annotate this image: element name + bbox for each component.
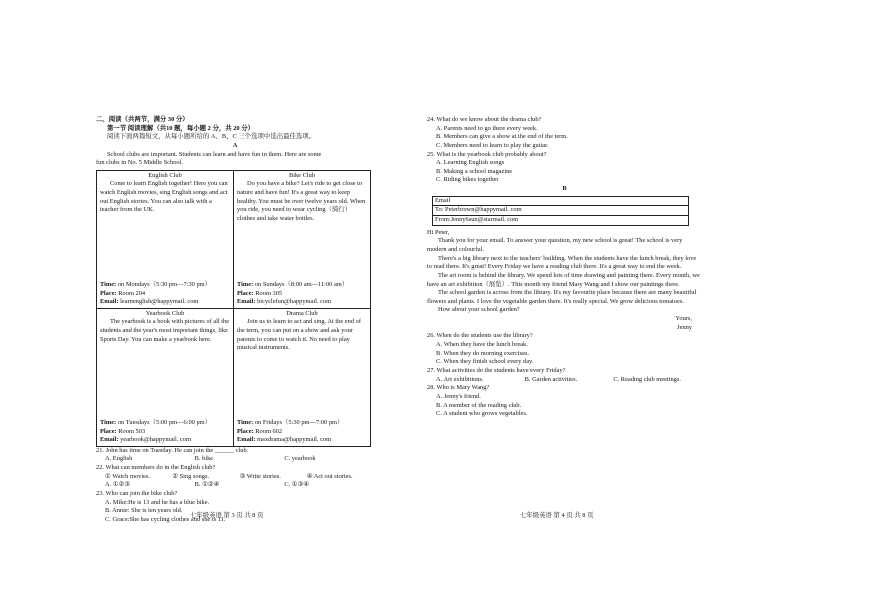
club-description: Come to learn English together! Here you can watch English movies, sing English songs and act out English stories. You can also talk with a teacher from the UK. <box>100 180 228 214</box>
email-header-box <box>432 196 689 226</box>
letter-signature: Jenny <box>677 323 692 331</box>
page-footer-left: 七年级英语 第 3 页 共 8 页 <box>190 512 264 519</box>
question-25 <box>427 151 702 186</box>
club-email: learnenglish@happymail. com <box>120 298 199 306</box>
club-name: English Club <box>148 171 182 179</box>
letter-paragraph: The school garden is across from the library. It's my favourite place because there are many beautiful flowers and plants. I love the vegetable garden there. It's really special. We grow delicious tomatoes. <box>427 289 697 305</box>
club-description: The yearbook is a book with pictures of all the students and the year's most important things, like Sports Day. You can make a yearbook here. <box>100 318 230 343</box>
time-label: Time: <box>100 418 117 426</box>
option-c: C. ①③④ <box>284 481 309 489</box>
option-c: C. Members need to learn to play the guitar. <box>436 141 549 149</box>
option-a: A. Learning English songs <box>436 159 505 167</box>
page-footer-right: 七年级英语 第 4 页 共 8 页 <box>520 512 594 519</box>
option-b: B. Annie: She is ten years old. <box>105 507 183 515</box>
question-stem: 26. When do the students use the library? <box>427 332 533 340</box>
club-time: on Mondays（5:30 pm—7:30 pm） <box>117 280 212 288</box>
option-c: C. A student who grows vegetables. <box>436 410 528 418</box>
right-page <box>427 116 702 419</box>
option-b: B. bike <box>194 455 214 463</box>
option-c: C. Grace:She has cycling clothes and she is 11. <box>105 515 226 523</box>
option-a: A. Art exhibitions. <box>436 375 484 383</box>
question-stem: 24. What do we know about the drama club? <box>427 116 542 123</box>
passage-b-letter: B <box>562 185 567 193</box>
place-label: Place: <box>237 289 254 297</box>
email-from: From:Jenny6sun@starmail. com <box>435 216 519 224</box>
question-27 <box>427 367 702 384</box>
club-place: Room 503 <box>118 427 146 435</box>
club-email: yearbook@happymail. com <box>120 436 191 444</box>
question-stem: 21. John has time on Tuesday. He can join the ______ club. <box>96 446 249 454</box>
club-name: Drama Club <box>286 309 318 317</box>
option-a: A. Parents need to go there every week. <box>436 124 538 132</box>
club-email: maxdrama@happymail. com <box>257 436 332 444</box>
option-b: B. Making a school magazine <box>436 167 513 175</box>
option-b: B. Members can give a show at the end of the term. <box>436 133 568 141</box>
email-header-title: Email <box>433 197 688 207</box>
option-a: A. English <box>105 455 133 463</box>
question-stem: 22. What can members do in the English club? <box>96 464 216 472</box>
choice-3: ③ Write stories. <box>239 472 281 480</box>
question-stem: 25. What is the yearbook club probably about? <box>427 150 547 158</box>
option-a: A. Mike:He is 13 and he has a blue bike. <box>105 498 210 506</box>
letter-paragraph: Thank you for your email. To answer your question, my new school is great! The school is very modern and colourful. <box>427 237 683 253</box>
place-label: Place: <box>237 427 254 435</box>
question-26 <box>427 332 702 367</box>
club-time: on Fridays（5:30 pm—7:00 pm） <box>254 418 344 426</box>
section-title: 二、阅读（共两节，满分 30 分） <box>96 116 189 123</box>
left-page <box>96 116 374 525</box>
club-description: Join us to learn to act and sing. At the end of the term, you can put on a show and ask your parents to come to watch it. No need to play musical instruments. <box>237 318 361 352</box>
question-stem: 28. Who is Mary Wang? <box>427 384 490 392</box>
clubs-table <box>96 170 371 447</box>
club-time: on Sundays（8:00 am—11:00 am） <box>254 280 349 288</box>
choice-4: ④ Act out stories. <box>306 472 353 480</box>
option-a: A. Jenny's friend. <box>436 392 481 400</box>
time-label: Time: <box>237 280 254 288</box>
option-c: C. Riding bikes together <box>436 176 499 184</box>
club-place: Room 204 <box>118 289 146 297</box>
letter-greeting: Hi Peter, <box>427 228 450 236</box>
question-stem: 23. Who can join the bike club? <box>96 490 178 498</box>
question-28 <box>427 384 702 419</box>
time-label: Time: <box>100 280 117 288</box>
letter-paragraph: There's a big library next to the teachers' building. When the students have the lunch break, they love to read there. It's great! Every Friday we have a reading club there. It's a great way to end the week. <box>427 254 697 271</box>
club-name: Yearbook Club <box>145 309 185 317</box>
passage-intro-line-1: School clubs are important. Students can learn and have fun in them. Here are some <box>107 150 322 158</box>
club-place: Room 602 <box>255 427 283 435</box>
email-label: Email: <box>100 298 119 306</box>
option-a: A. When they have the lunch break. <box>436 341 528 349</box>
option-b: B. A member of the reading club. <box>436 401 522 409</box>
option-a: A. ①②③ <box>105 481 130 489</box>
place-label: Place: <box>100 289 117 297</box>
bike-club-cell <box>234 170 371 308</box>
club-email: bicyclefun@happymail. com <box>257 298 332 306</box>
email-label: Email: <box>237 298 256 306</box>
place-label: Place: <box>100 427 117 435</box>
letter-paragraph: How about your school garden? <box>438 306 520 314</box>
email-label: Email: <box>100 436 119 444</box>
time-label: Time: <box>237 418 254 426</box>
club-description: Do you have a bike? Let's ride to get close to nature and have fun! It's a great way to keep healthy. You must be over twelve years old. When you ride, you need to wear cycling（骑行）clothes and take water bottles. <box>237 180 366 223</box>
question-stem: 27. What activities do the students have every Friday? <box>427 366 566 374</box>
option-c: C. When they finish school every day. <box>436 358 534 366</box>
email-label: Email: <box>237 436 256 444</box>
instructions: 阅读下面两篇短文，从每小题所给的 A、B、C 三个选项中选出最佳选项。 <box>107 133 316 141</box>
option-b: B. ①②④ <box>194 481 220 489</box>
option-c: C. yearbook <box>284 455 316 463</box>
question-22 <box>96 464 374 490</box>
email-to: To: Peterbrown@happymail. com <box>433 206 688 216</box>
letter-paragraph: The art room is behind the library. We spend lots of time drawing and painting there. Every month, we have an art exhibition（展览）. This month my friend Mary Wang and I show our paintings there. <box>427 271 700 288</box>
passage-intro-line-2: fun clubs in No. 5 Middle School. <box>96 159 183 167</box>
question-24 <box>427 116 702 151</box>
option-b: B. Garden activities. <box>524 375 578 383</box>
club-name: Bike Club <box>288 171 316 179</box>
option-c: C. Reading club meetings. <box>613 375 681 383</box>
club-time: on Tuesdays（5:00 pm—6:00 pm） <box>117 418 212 426</box>
passage-a-letter: A <box>232 141 238 149</box>
english-club-cell <box>97 170 234 308</box>
option-b: B. When they do morning exercises. <box>436 349 530 357</box>
yearbook-club-cell <box>97 308 234 446</box>
choice-2: ② Sing songs. <box>172 472 210 480</box>
drama-club-cell <box>234 308 371 446</box>
choice-1: ① Watch movies. <box>105 472 151 480</box>
letter-closing: Yours, <box>675 315 692 323</box>
club-place: Room 305 <box>255 289 283 297</box>
question-21 <box>96 447 374 464</box>
subsection-title: 第一节 阅读理解（共10 题，每小题 2 分，共 20 分） <box>107 124 254 132</box>
